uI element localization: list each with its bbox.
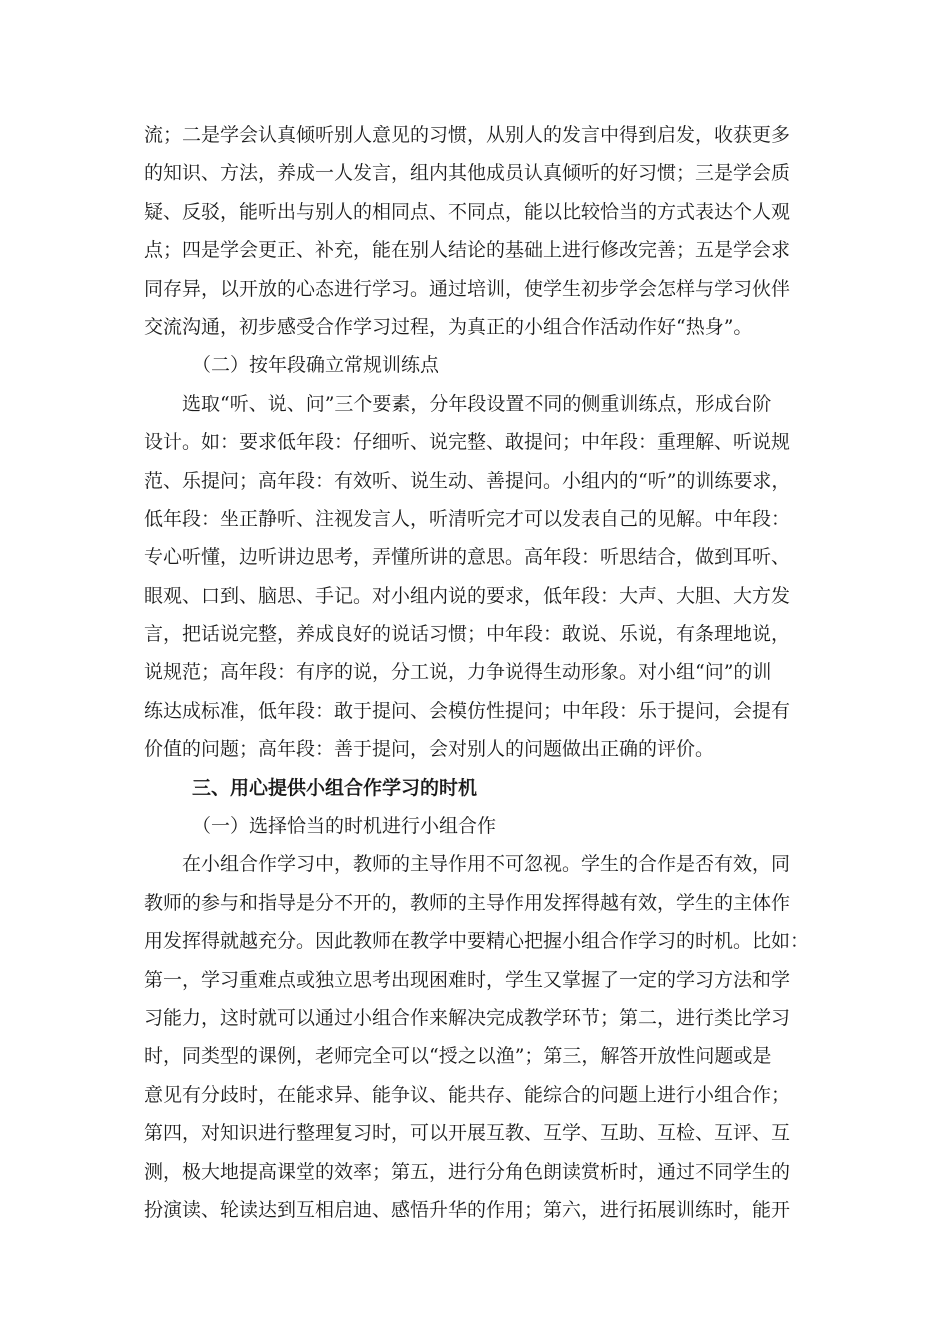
body-line: 专心听懂，边听讲边思考，弄懂所讲的意思。高年段：听思结合，做到耳听、 (144, 546, 791, 569)
subsection-heading: （一）选择恰当的时机进行小组合作 (192, 815, 497, 838)
body-line: 第一，学习重难点或独立思考出现困难时，学生又掌握了一定的学习方法和学 (144, 968, 791, 991)
body-line: 选取“听、说、问”三个要素，分年段设置不同的侧重训练点，形成台阶 (182, 392, 772, 415)
body-line: 时，同类型的课例，老师完全可以“授之以渔”；第三，解答开放性问题或是 (144, 1045, 772, 1068)
body-line: 在小组合作学习中，教师的主导作用不可忽视。学生的合作是否有效，同 (182, 853, 791, 876)
body-line: 测，极大地提高课堂的效率；第五，进行分角色朗读赏析时，通过不同学生的 (144, 1160, 791, 1183)
body-line: 设计。如：要求低年段：仔细听、说完整、敢提问；中年段：重理解、听说规 (144, 431, 791, 454)
body-line: 眼观、口到、脑思、手记。对小组内说的要求，低年段：大声、大胆、大方发 (144, 584, 791, 607)
body-line: 价值的问题；高年段：善于提问，会对别人的问题做出正确的评价。 (144, 738, 715, 761)
body-line: 第四，对知识进行整理复习时，可以开展互教、互学、互助、互检、互评、互 (144, 1122, 791, 1145)
body-line: 用发挥得就越充分。因此教师在教学中要精心把握小组合作学习的时机。比如： (144, 930, 810, 953)
document-page (144, 116, 810, 1229)
body-line: 疑、反驳，能听出与别人的相同点、不同点，能以比较恰当的方式表达个人观 (144, 200, 791, 223)
body-line: 点；四是学会更正、补充，能在别人结论的基础上进行修改完善；五是学会求 (144, 239, 791, 262)
body-line: 教师的参与和指导是分不开的，教师的主导作用发挥得越有效，学生的主体作 (144, 891, 791, 914)
body-line: 低年段：坐正静听、注视发言人，听清听完才可以发表自己的见解。中年段： (144, 507, 791, 530)
body-line: 扮演读、轮读达到互相启迪、感悟升华的作用；第六，进行拓展训练时，能开 (144, 1198, 791, 1221)
body-line: 同存异，以开放的心态进行学习。通过培训，使学生初步学会怎样与学习伙伴 (144, 277, 791, 300)
body-line: 说规范；高年段：有序的说，分工说，力争说得生动形象。对小组“问”的训 (144, 661, 772, 684)
body-line: 范、乐提问；高年段：有效听、说生动、善提问。小组内的“听”的训练要求， (144, 469, 791, 492)
body-line: 流；二是学会认真倾听别人意见的习惯，从别人的发言中得到启发，收获更多 (144, 124, 791, 146)
body-line: 的知识、方法，养成一人发言，组内其他成员认真倾听的好习惯；三是学会质 (144, 162, 791, 185)
body-line: 练达成标准，低年段：敢于提问、会模仿性提问；中年段：乐于提问，会提有 (144, 699, 791, 722)
body-line: 言，把话说完整，养成良好的说话习惯；中年段：敢说、乐说，有条理地说， (144, 623, 791, 646)
section-heading: 三、用心提供小组合作学习的时机 (192, 776, 478, 799)
subsection-heading: （二）按年段确立常规训练点 (192, 354, 440, 377)
body-line: 交流沟通，初步感受合作学习过程，为真正的小组合作活动作好“热身”。 (144, 315, 753, 338)
body-line: 习能力，这时就可以通过小组合作来解决完成教学环节；第二，进行类比学习 (144, 1006, 791, 1029)
body-line: 意见有分歧时，在能求异、能争议、能共存、能综合的问题上进行小组合作； (144, 1083, 791, 1106)
